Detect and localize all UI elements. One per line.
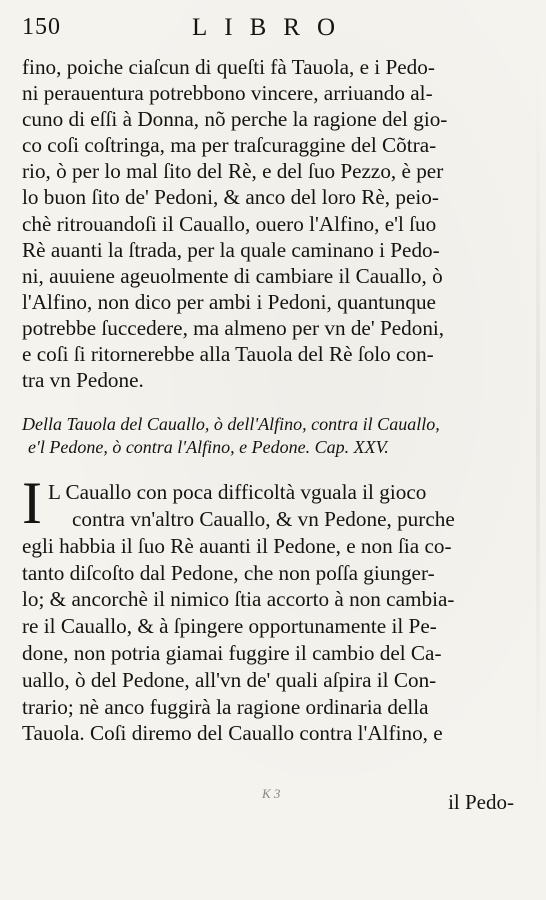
text-line: tra vn Pedone.	[22, 368, 144, 393]
text-line: Rè auanti la ſtrada, per la quale caminano i Pedo-	[22, 237, 440, 262]
text-line: fino, poiche ciaſcun di queſti fà Tauola, e i Pedo-	[22, 55, 435, 79]
text-line: re il Cauallo, & à ſpingere opportunamente il Pe-	[22, 614, 437, 639]
signature-mark: K 3	[262, 786, 281, 801]
text-line: ni, auuiene ageuolmente di cambiare il Cauallo, ò	[22, 263, 443, 288]
text-line: l'Alfino, non dico per ambi i Pedoni, quantunque	[22, 289, 436, 314]
text-line: uallo, ò del Pedone, all'vn de' quali aſpira il Con-	[22, 667, 437, 692]
text-line: cuno di eſſi à Donna, nõ perche la ragione del gio-	[22, 107, 448, 132]
heading-line: Della Tauola del Cauallo, ò dell'Alfino, contra il Cauallo,	[22, 414, 440, 435]
drop-cap: I	[22, 470, 42, 537]
text-line: lo buon ſito de' Pedoni, & anco del loro Rè, peio-	[22, 185, 439, 210]
text-line: ni perauentura potrebbono vincere, arriuando al-	[22, 81, 433, 106]
text-line: contra vn'altro Cauallo, & vn Pedone, purche	[72, 507, 455, 532]
text-line: trario; nè anco fuggirà la ragione ordinaria della	[22, 694, 429, 719]
text-line: lo; & ancorchè il nimico ſtia accorto à non cambia-	[22, 587, 455, 612]
page-header	[22, 12, 524, 46]
text-line: e coſi ſi ritornerebbe alla Tauola del Rè ſolo con-	[22, 342, 434, 367]
body-paragraph	[22, 54, 524, 393]
text-line: co coſi coſtringa, ma per traſcuraggine del Cõtra-	[22, 133, 437, 158]
show-through-shadow	[536, 60, 540, 800]
heading-line: e'l Pedone, ò contra l'Alfino, e Pedone. Cap. XXV.	[28, 437, 389, 458]
text-line: L Cauallo con poca difficoltà vguala il gioco	[48, 480, 427, 505]
chapter-heading	[22, 413, 524, 459]
catchword: il Pedo-	[448, 790, 514, 814]
text-line: potrebbe ſuccedere, ma almeno per vn de' Pedoni,	[22, 315, 445, 340]
text-line: tanto diſcoſto dal Pedone, che non poſſa giunger-	[22, 560, 435, 585]
text-line: Tauola. Coſi diremo del Cauallo contra l'Alfino, e	[22, 721, 443, 746]
text-line: chè ritrouandoſi il Cauallo, ouero l'Alfino, e'l ſuo	[22, 211, 437, 236]
text-line: done, non potria giamai fuggire il cambio del Ca-	[22, 641, 442, 665]
chapter-paragraph	[22, 470, 524, 747]
text-line: egli habbia il ſuo Rè auanti il Pedone, e non ſia co-	[22, 533, 452, 558]
text-line: rio, ò per lo mal ſito del Rè, e del ſuo Pezzo, è per	[22, 159, 444, 184]
running-head: LIBRO	[192, 14, 352, 41]
page-number: 150	[22, 14, 61, 40]
